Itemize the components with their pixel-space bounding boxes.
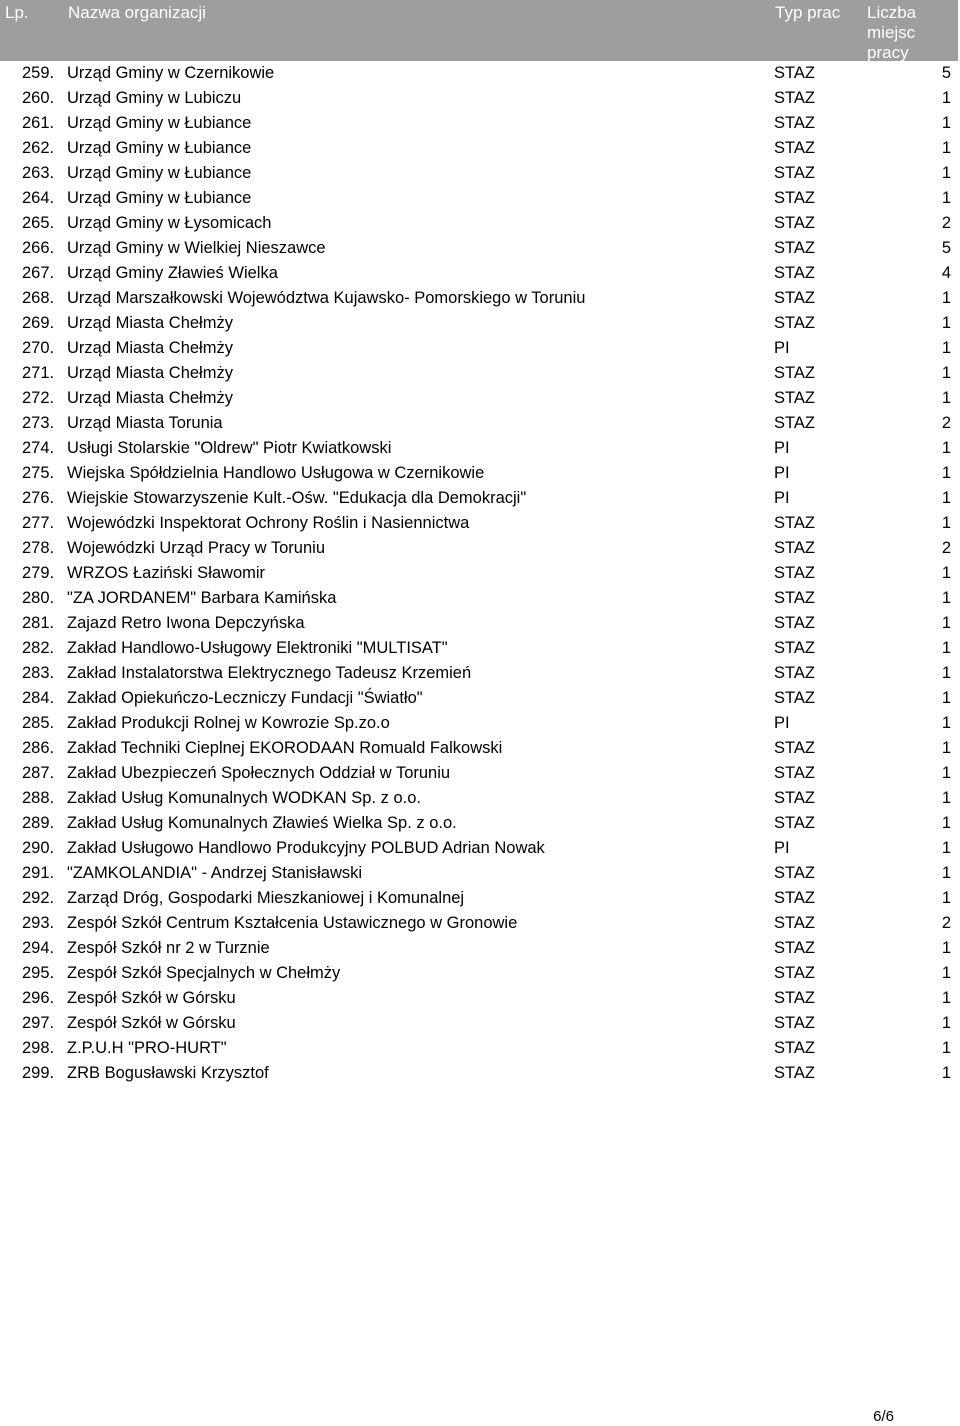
row-type: STAZ <box>774 314 815 332</box>
row-count: 1 <box>941 439 951 457</box>
row-count: 1 <box>941 289 951 307</box>
row-lp: 297. <box>22 1014 55 1032</box>
row-type: STAZ <box>774 764 815 782</box>
row-name: Urząd Miasta Torunia <box>67 414 223 432</box>
row-lp: 296. <box>22 989 55 1007</box>
row-name: Zespół Szkół w Górsku <box>67 1014 236 1032</box>
row-name: Zakład Usług Komunalnych WODKAN Sp. z o.o. <box>67 789 421 807</box>
row-lp: 295. <box>22 964 55 982</box>
row-lp: 289. <box>22 814 55 832</box>
row-count: 1 <box>941 1064 951 1082</box>
row-name: Urząd Gminy w Czernikowie <box>67 64 275 82</box>
row-type: STAZ <box>774 239 815 257</box>
row-type: STAZ <box>774 389 815 407</box>
table-row <box>0 636 960 661</box>
row-count: 5 <box>941 64 951 82</box>
row-type: PI <box>774 839 790 857</box>
row-count: 1 <box>941 714 951 732</box>
row-count: 1 <box>941 689 951 707</box>
row-type: STAZ <box>774 189 815 207</box>
row-lp: 260. <box>22 89 55 107</box>
row-lp: 283. <box>22 664 55 682</box>
row-count: 2 <box>941 914 951 932</box>
table-row <box>0 236 960 261</box>
table-row <box>0 661 960 686</box>
row-name: Zakład Instalatorstwa Elektrycznego Tadeusz Krzemień <box>67 664 472 682</box>
row-type: STAZ <box>774 1014 815 1032</box>
row-type: STAZ <box>774 414 815 432</box>
row-type: STAZ <box>774 364 815 382</box>
row-lp: 278. <box>22 539 55 557</box>
row-lp: 292. <box>22 889 55 907</box>
row-name: Urząd Miasta Chełmży <box>67 364 233 382</box>
header-count-line2: miejsc <box>867 23 916 42</box>
row-count: 2 <box>941 539 951 557</box>
row-count: 1 <box>941 464 951 482</box>
row-name: Zespół Szkół Specjalnych w Chełmży <box>67 964 341 982</box>
row-type: STAZ <box>774 289 815 307</box>
row-lp: 259. <box>22 64 55 82</box>
row-lp: 279. <box>22 564 55 582</box>
table-header <box>0 0 958 61</box>
row-lp: 264. <box>22 189 55 207</box>
page-number: 6/6 <box>873 1408 894 1425</box>
row-lp: 277. <box>22 514 55 532</box>
row-type: STAZ <box>774 789 815 807</box>
table-row <box>0 311 960 336</box>
table-row <box>0 911 960 936</box>
row-lp: 269. <box>22 314 55 332</box>
row-name: Zespół Szkół w Górsku <box>67 989 236 1007</box>
row-lp: 274. <box>22 439 55 457</box>
row-count: 1 <box>941 339 951 357</box>
row-name: Urząd Miasta Chełmży <box>67 339 233 357</box>
row-lp: 280. <box>22 589 55 607</box>
table-row <box>0 836 960 861</box>
row-name: Zakład Usługowo Handlowo Produkcyjny POLBUD Adrian Nowak <box>67 839 545 857</box>
row-lp: 288. <box>22 789 55 807</box>
row-name: ZRB Bogusławski Krzysztof <box>67 1064 269 1082</box>
row-name: Usługi Stolarskie "Oldrew" Piotr Kwiatkowski <box>67 439 392 457</box>
table-row <box>0 611 960 636</box>
row-lp: 261. <box>22 114 55 132</box>
row-name: Zakład Techniki Cieplnej EKORODAAN Romuald Falkowski <box>67 739 503 757</box>
row-type: STAZ <box>774 539 815 557</box>
row-name: Wiejskie Stowarzyszenie Kult.-Ośw. "Edukacja dla Demokracji" <box>67 489 527 507</box>
row-type: PI <box>774 714 790 732</box>
row-lp: 281. <box>22 614 55 632</box>
row-lp: 275. <box>22 464 55 482</box>
row-lp: 276. <box>22 489 55 507</box>
row-count: 1 <box>941 964 951 982</box>
row-type: PI <box>774 489 790 507</box>
table-row <box>0 786 960 811</box>
row-count: 2 <box>941 214 951 232</box>
table-row <box>0 161 960 186</box>
row-lp: 273. <box>22 414 55 432</box>
row-count: 1 <box>941 789 951 807</box>
row-count: 1 <box>941 814 951 832</box>
row-lp: 286. <box>22 739 55 757</box>
row-name: Urząd Gminy Zławieś Wielka <box>67 264 278 282</box>
row-name: Wojewódzki Inspektorat Ochrony Roślin i Nasiennictwa <box>67 514 470 532</box>
row-count: 4 <box>941 264 951 282</box>
table-row <box>0 361 960 386</box>
row-name: Zakład Ubezpieczeń Społecznych Oddział w Toruniu <box>67 764 451 782</box>
row-count: 1 <box>941 514 951 532</box>
row-type: STAZ <box>774 739 815 757</box>
row-name: "ZA JORDANEM" Barbara Kamińska <box>67 589 337 607</box>
row-lp: 267. <box>22 264 55 282</box>
row-lp: 284. <box>22 689 55 707</box>
row-count: 1 <box>941 364 951 382</box>
table-row <box>0 261 960 286</box>
row-lp: 293. <box>22 914 55 932</box>
table-row <box>0 136 960 161</box>
table-row <box>0 886 960 911</box>
row-name: Zakład Produkcji Rolnej w Kowrozie Sp.zo.o <box>67 714 390 732</box>
table-row <box>0 211 960 236</box>
row-lp: 271. <box>22 364 55 382</box>
row-type: PI <box>774 439 790 457</box>
row-name: Urząd Gminy w Łubiance <box>67 139 252 157</box>
row-count: 1 <box>941 589 951 607</box>
header-name: Nazwa organizacji <box>68 3 206 22</box>
row-lp: 265. <box>22 214 55 232</box>
row-type: PI <box>774 464 790 482</box>
table-row <box>0 511 960 536</box>
row-lp: 282. <box>22 639 55 657</box>
row-lp: 294. <box>22 939 55 957</box>
row-type: STAZ <box>774 689 815 707</box>
row-count: 1 <box>941 614 951 632</box>
row-count: 1 <box>941 1039 951 1057</box>
row-lp: 262. <box>22 139 55 157</box>
row-count: 1 <box>941 639 951 657</box>
row-count: 1 <box>941 664 951 682</box>
header-count-line1: Liczba <box>867 3 917 22</box>
row-count: 1 <box>941 839 951 857</box>
row-type: STAZ <box>774 964 815 982</box>
row-count: 1 <box>941 1014 951 1032</box>
row-name: Zespół Szkół Centrum Kształcenia Ustawicznego w Gronowie <box>67 914 518 932</box>
row-lp: 290. <box>22 839 55 857</box>
row-name: Urząd Gminy w Łubiance <box>67 114 252 132</box>
table-row <box>0 461 960 486</box>
row-type: STAZ <box>774 214 815 232</box>
row-count: 1 <box>941 764 951 782</box>
table-body <box>0 61 960 1086</box>
row-count: 1 <box>941 114 951 132</box>
row-type: PI <box>774 339 790 357</box>
row-type: STAZ <box>774 164 815 182</box>
header-count <box>867 3 957 63</box>
table-row <box>0 186 960 211</box>
row-count: 1 <box>941 139 951 157</box>
row-name: Urząd Gminy w Łubiance <box>67 189 252 207</box>
row-type: STAZ <box>774 514 815 532</box>
table-row <box>0 336 960 361</box>
row-count: 1 <box>941 489 951 507</box>
row-name: Urząd Marszałkowski Województwa Kujawsko- Pomorskiego w Toruniu <box>67 289 586 307</box>
row-type: STAZ <box>774 139 815 157</box>
row-name: WRZOS Łaziński Sławomir <box>67 564 266 582</box>
row-type: STAZ <box>774 589 815 607</box>
row-type: STAZ <box>774 989 815 1007</box>
table-row <box>0 436 960 461</box>
row-count: 1 <box>941 739 951 757</box>
table-row <box>0 811 960 836</box>
header-count-line3: pracy <box>867 43 909 62</box>
table-row <box>0 961 960 986</box>
row-name: Zespół Szkół nr 2 w Turznie <box>67 939 270 957</box>
row-type: STAZ <box>774 564 815 582</box>
table-row <box>0 286 960 311</box>
table-row <box>0 861 960 886</box>
row-count: 1 <box>941 164 951 182</box>
table-row <box>0 411 960 436</box>
table-row <box>0 936 960 961</box>
row-count: 1 <box>941 189 951 207</box>
header-type: Typ prac <box>775 3 841 22</box>
row-count: 2 <box>941 414 951 432</box>
table-row <box>0 486 960 511</box>
table-row <box>0 711 960 736</box>
row-count: 1 <box>941 564 951 582</box>
row-type: STAZ <box>774 64 815 82</box>
row-name: Wiejska Spółdzielnia Handlowo Usługowa w Czernikowie <box>67 464 485 482</box>
row-lp: 266. <box>22 239 55 257</box>
row-type: STAZ <box>774 1039 815 1057</box>
row-type: STAZ <box>774 89 815 107</box>
row-lp: 263. <box>22 164 55 182</box>
header-lp: Lp. <box>5 3 29 22</box>
row-name: Urząd Gminy w Łysomicach <box>67 214 272 232</box>
row-count: 1 <box>941 864 951 882</box>
row-lp: 268. <box>22 289 55 307</box>
row-lp: 291. <box>22 864 55 882</box>
row-lp: 272. <box>22 389 55 407</box>
row-type: STAZ <box>774 264 815 282</box>
row-count: 1 <box>941 889 951 907</box>
row-name: Urząd Gminy w Wielkiej Nieszawce <box>67 239 326 257</box>
row-count: 1 <box>941 939 951 957</box>
row-count: 5 <box>941 239 951 257</box>
row-name: Zajazd Retro Iwona Depczyńska <box>67 614 305 632</box>
table-row <box>0 686 960 711</box>
row-lp: 270. <box>22 339 55 357</box>
table-row <box>0 1036 960 1061</box>
table-row <box>0 736 960 761</box>
row-type: STAZ <box>774 114 815 132</box>
table-row <box>0 561 960 586</box>
row-type: STAZ <box>774 639 815 657</box>
table-row <box>0 761 960 786</box>
row-count: 1 <box>941 989 951 1007</box>
row-type: STAZ <box>774 889 815 907</box>
row-type: STAZ <box>774 1064 815 1082</box>
row-name: "ZAMKOLANDIA" - Andrzej Stanisławski <box>67 864 363 882</box>
row-name: Urząd Gminy w Łubiance <box>67 164 252 182</box>
table-row <box>0 1061 960 1086</box>
table-row <box>0 586 960 611</box>
row-count: 1 <box>941 389 951 407</box>
table-row <box>0 536 960 561</box>
row-type: STAZ <box>774 914 815 932</box>
row-type: STAZ <box>774 614 815 632</box>
row-name: Wojewódzki Urząd Pracy w Toruniu <box>67 539 325 557</box>
table-row <box>0 1011 960 1036</box>
row-type: STAZ <box>774 939 815 957</box>
row-name: Zakład Opiekuńczo-Leczniczy Fundacji "Światło" <box>67 689 423 707</box>
row-count: 1 <box>941 89 951 107</box>
row-name: Zarząd Dróg, Gospodarki Mieszkaniowej i Komunalnej <box>67 889 465 907</box>
row-count: 1 <box>941 314 951 332</box>
row-type: STAZ <box>774 814 815 832</box>
row-lp: 287. <box>22 764 55 782</box>
table-row <box>0 386 960 411</box>
row-name: Urząd Miasta Chełmży <box>67 314 233 332</box>
table-row <box>0 86 960 111</box>
row-lp: 298. <box>22 1039 55 1057</box>
row-name: Zakład Handlowo-Usługowy Elektroniki "MULTISAT" <box>67 639 448 657</box>
table-row <box>0 61 960 86</box>
row-lp: 285. <box>22 714 55 732</box>
row-name: Z.P.U.H "PRO-HURT" <box>67 1039 227 1057</box>
table-row <box>0 111 960 136</box>
row-type: STAZ <box>774 864 815 882</box>
row-type: STAZ <box>774 664 815 682</box>
row-name: Urząd Miasta Chełmży <box>67 389 233 407</box>
row-lp: 299. <box>22 1064 55 1082</box>
table-row <box>0 986 960 1011</box>
row-name: Urząd Gminy w Lubiczu <box>67 89 242 107</box>
row-name: Zakład Usług Komunalnych Zławieś Wielka Sp. z o.o. <box>67 814 457 832</box>
